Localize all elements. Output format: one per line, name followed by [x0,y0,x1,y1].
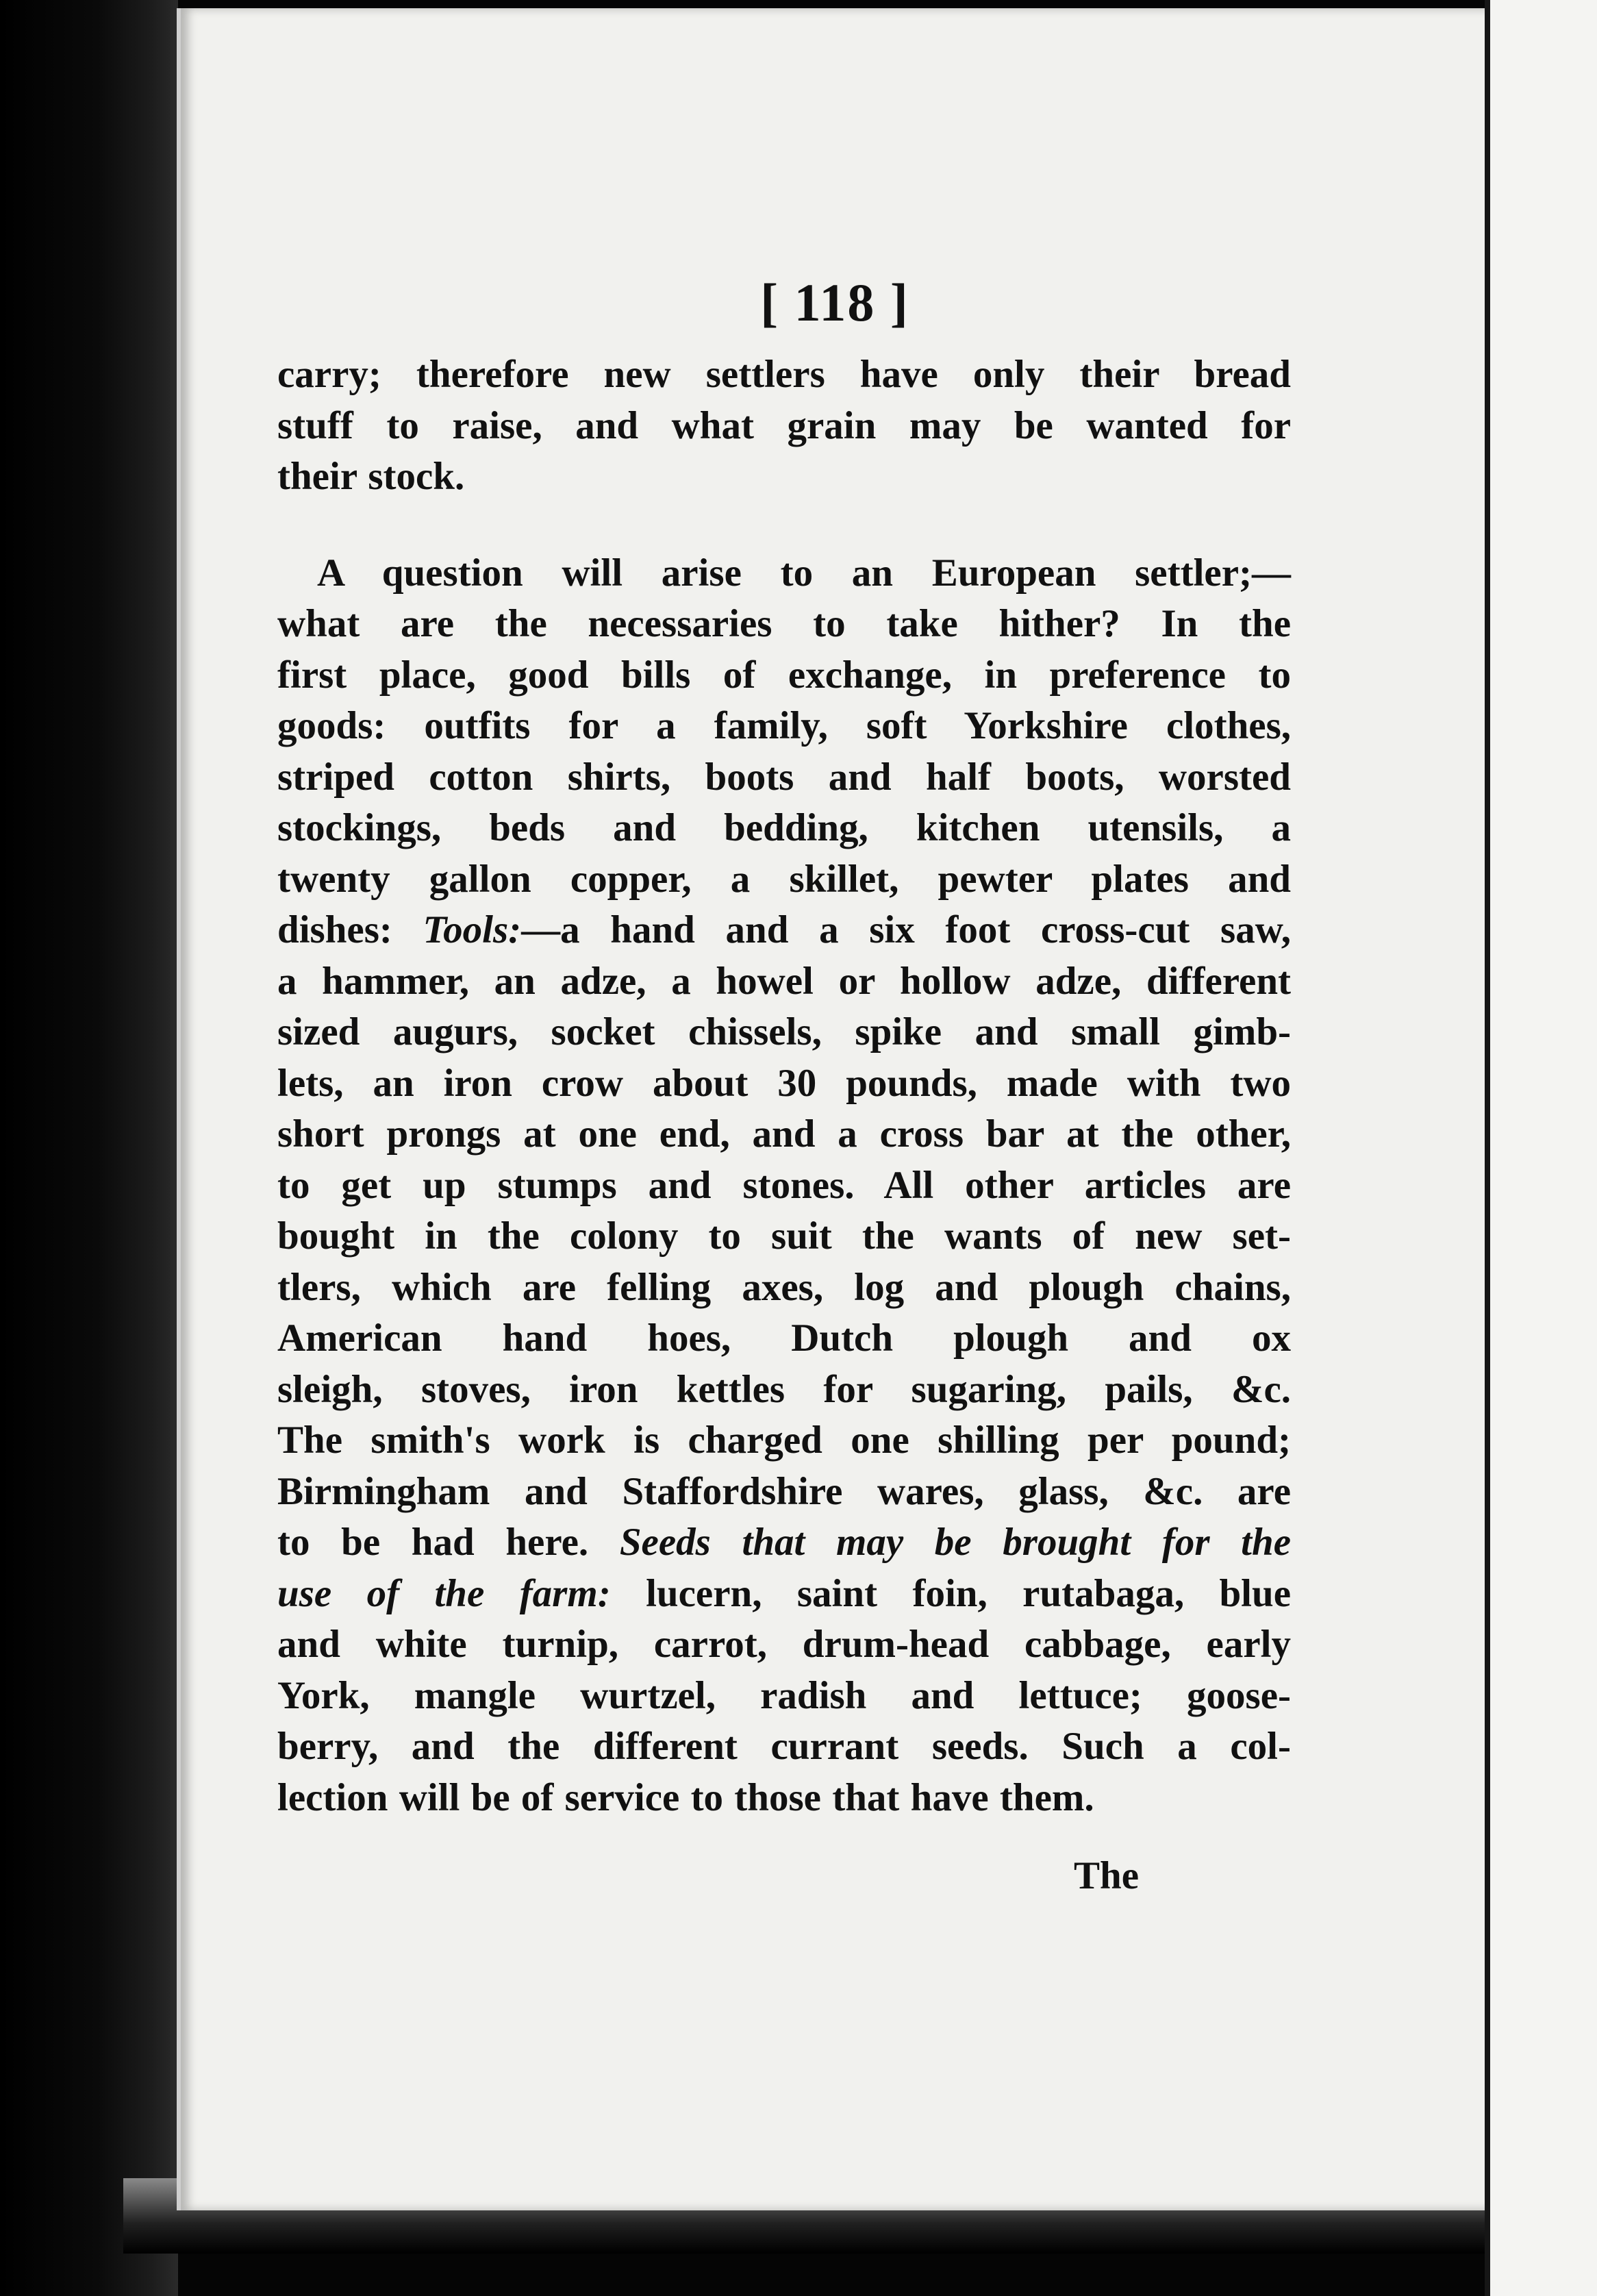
text-run: —a hand and a six foot cross-cut saw, [521,908,1291,951]
text-line: goods: outfits for a family, soft Yorkshire clothes, [277,704,1291,747]
text-line: stuff to raise, and what grain may be wanted for [277,403,1291,447]
text-line: berry, and the different currant seeds. Such a col- [277,1725,1291,1768]
italic-run: use of the farm: [277,1571,611,1615]
text-line: carry; therefore new settlers have only their bread [277,353,1291,396]
facing-page-edge [1485,0,1597,2296]
text-line: and white turnip, carrot, drum-head cabbage, early [277,1623,1291,1666]
text-line: sized augurs, socket chissels, spike and small gimb- [277,1010,1291,1053]
catchword: The [1074,1854,1140,1897]
paragraph-gap [277,503,1291,548]
italic-run: Tools: [423,908,522,951]
page-body-text [277,349,1291,1823]
text-line: a hammer, an adze, a howel or hollow adze, different [277,959,1291,1003]
text-line: bought in the colony to suit the wants of new set- [277,1214,1291,1258]
text-line [277,905,1291,956]
text-line: their stock. [277,455,465,498]
text-line: stockings, beds and bedding, kitchen utensils, a [277,806,1291,849]
text-line: sleigh, stoves, iron kettles for sugaring, pails, &c. [277,1367,1291,1411]
page-number-header: [ 118 ] [760,273,909,332]
text-line [277,1569,1291,1620]
text-line: Birmingham and Staffordshire wares, glass, &c. are [277,1469,1291,1513]
scan-left-margin [0,0,178,2296]
text-run: lucern, saint foin, rutabaga, blue [610,1571,1292,1615]
text-line: first place, good bills of exchange, in preference to [277,653,1291,697]
text-line: tlers, which are felling axes, log and plough chains, [277,1265,1291,1309]
text-line: A question will arise to an European settler;— [317,551,1291,595]
text-line: twenty gallon copper, a skillet, pewter plates and [277,857,1291,901]
text-line: York, mangle wurtzel, radish and lettuce; goose- [277,1673,1291,1717]
text-line: striped cotton shirts, boots and half boots, worsted [277,755,1291,799]
text-run: to be had here. [277,1521,620,1564]
text-line: American hand hoes, Dutch plough and ox [277,1317,1291,1360]
text-run: dishes: [277,908,423,951]
text-line [277,1517,1291,1569]
text-line: to get up stumps and stones. All other articles are [277,1163,1291,1207]
text-line: lets, an iron crow about 30 pounds, made with two [277,1061,1291,1105]
text-line: what are the necessaries to take hither? In the [277,602,1291,645]
text-line: short prongs at one end, and a cross bar at the other, [277,1112,1291,1156]
italic-run: Seeds that may be brought for the [619,1521,1292,1564]
text-line: The smith's work is charged one shilling per pound; [277,1419,1291,1462]
text-line: lection will be of service to those that have them. [277,1775,1094,1819]
